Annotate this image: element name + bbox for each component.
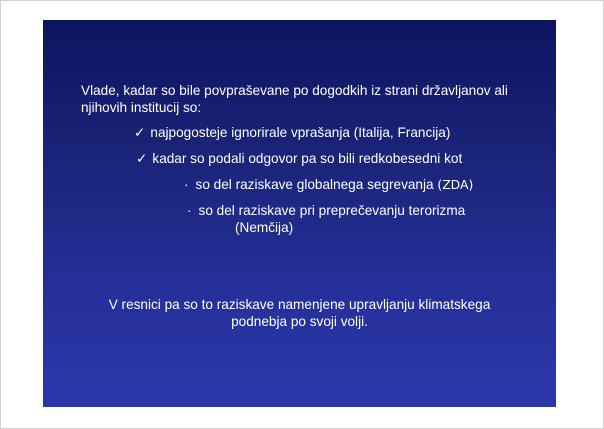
bullet-item-text: so del raziskave globalnega segrevanja bbox=[195, 177, 434, 192]
check-icon: ✓ bbox=[136, 151, 148, 166]
bullet-item-suffix: (ZDA) bbox=[437, 177, 474, 192]
bullet-item bbox=[187, 202, 465, 219]
check-item-text: kadar so podali odgovor pa so bili redkobesedni kot bbox=[152, 151, 463, 166]
conclusion-text-line-2: podnebja po svoji volji. bbox=[231, 314, 368, 329]
conclusion-text-line-1: V resnici pa so to raziskave namenjene upravljanju klimatskega bbox=[108, 297, 491, 312]
intro-text-line-1: Vlade, kadar so bile povpraševane po dogodkih iz strani državljanov ali bbox=[81, 83, 508, 98]
check-icon: ✓ bbox=[134, 125, 146, 140]
presentation-slide bbox=[43, 20, 556, 407]
check-item bbox=[134, 124, 450, 141]
check-item-text: najpogosteje ignorirale vprašanja (Italija, Francija) bbox=[150, 125, 451, 140]
bullet-item-text: so del raziskave pri preprečevanju terorizma bbox=[198, 203, 466, 218]
intro-text-line-2: njihovih institucij so: bbox=[81, 100, 202, 115]
bullet-item bbox=[184, 176, 473, 193]
bullet-item-continuation: (Nemčija) bbox=[235, 220, 294, 235]
bullet-icon: · bbox=[184, 177, 189, 192]
check-item bbox=[136, 150, 462, 167]
bullet-icon: · bbox=[187, 203, 192, 218]
